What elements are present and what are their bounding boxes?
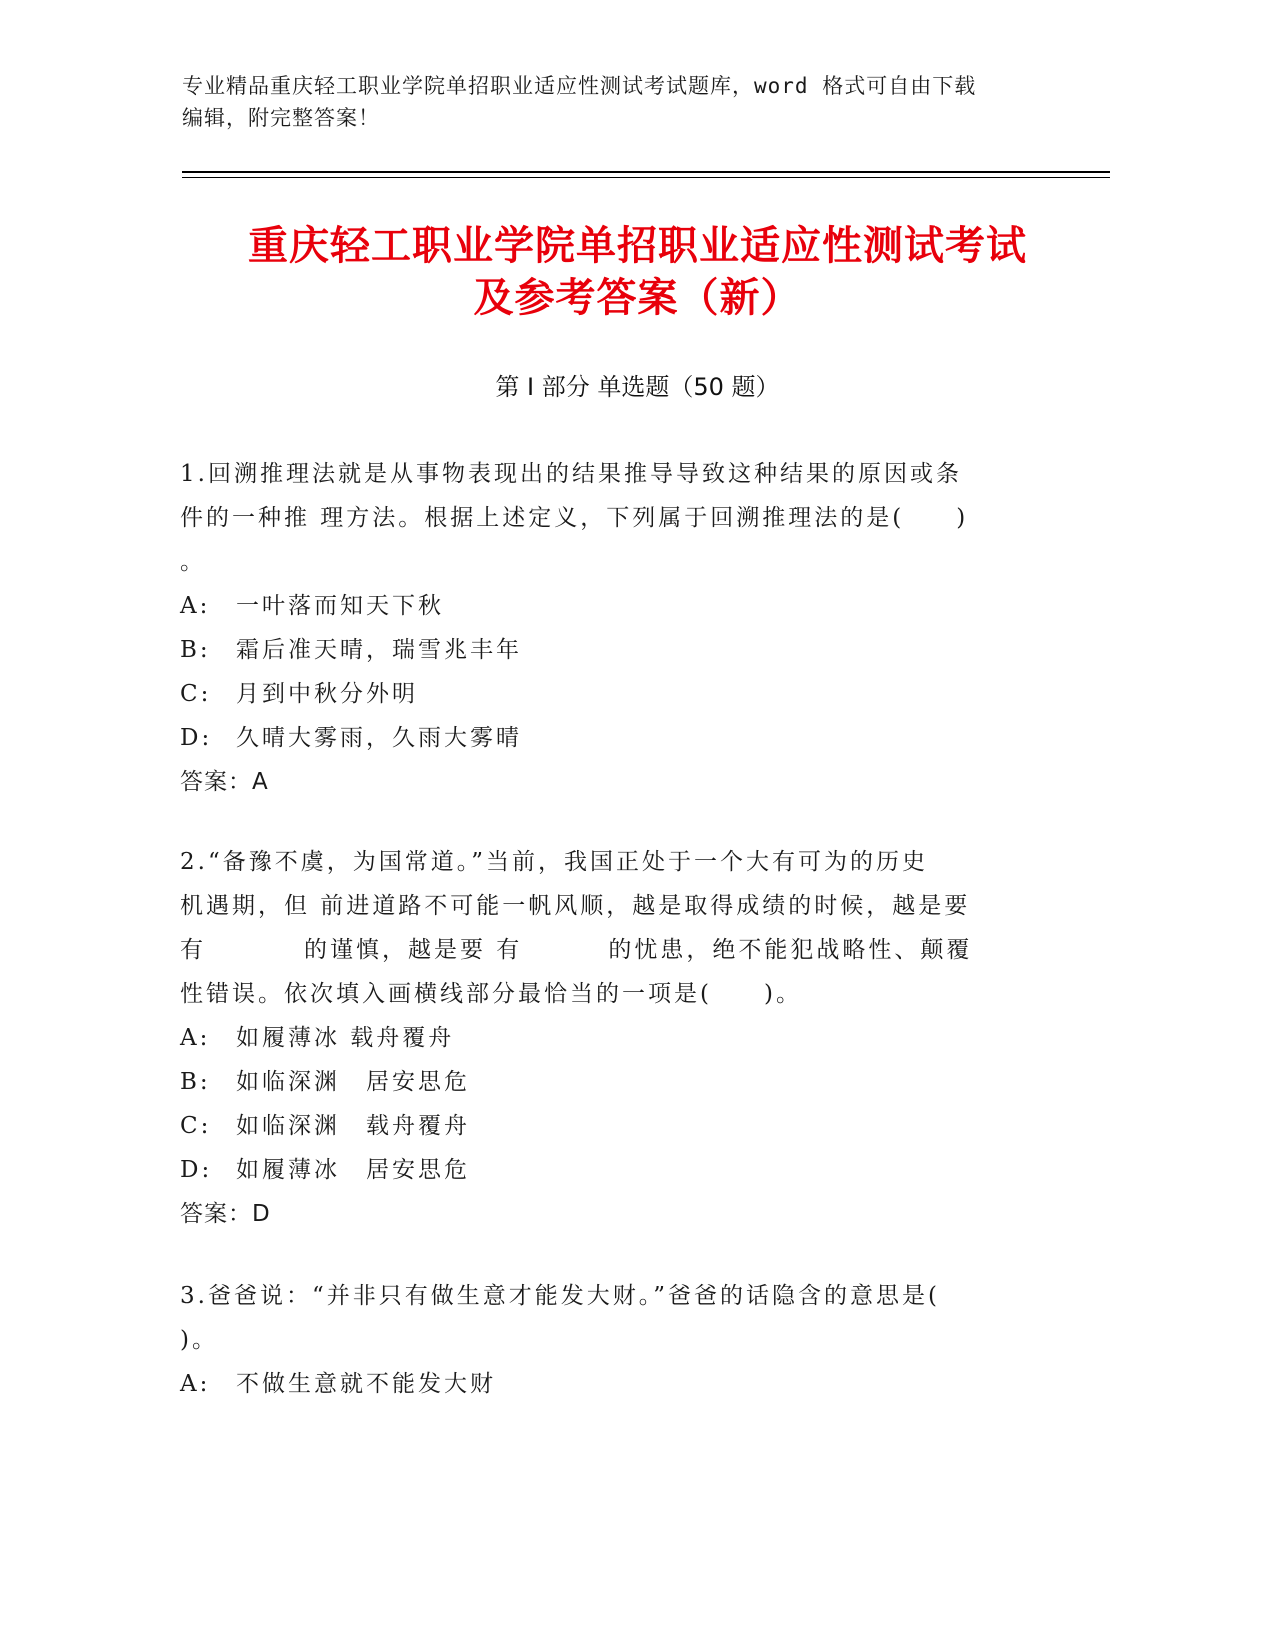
question-stem-line	[180, 928, 1040, 972]
option-a	[180, 1362, 1040, 1406]
document-title	[150, 220, 1125, 324]
option-a	[180, 584, 1040, 628]
question-2	[180, 840, 1040, 1274]
option-c	[180, 1104, 1040, 1148]
stem-fragment: 有	[180, 937, 206, 963]
option-key: D:	[180, 725, 213, 751]
option-key: D:	[180, 1157, 213, 1183]
option-b	[180, 628, 1040, 672]
option-key: C:	[180, 681, 212, 707]
option-d	[180, 716, 1040, 760]
option-key: B:	[180, 1069, 211, 1095]
option-text: 霜后准天晴，瑞雪兆丰年	[236, 637, 522, 663]
section-title: 第 I 部分 单选题（50 题）	[495, 373, 780, 401]
option-text: 如履薄冰 居安思危	[236, 1157, 470, 1183]
option-d	[180, 1148, 1040, 1192]
option-b	[180, 1060, 1040, 1104]
option-key: C:	[180, 1113, 212, 1139]
question-stem-line: 件的一种推 理方法。根据上述定义，下列属于回溯推理法的是( )	[180, 505, 969, 531]
stem-fragment: 的忧患，绝不能犯战略性、颠覆	[608, 937, 973, 963]
option-c	[180, 672, 1040, 716]
document-title-line2: 及参考答案（新）	[473, 275, 802, 321]
question-stem-line: 。	[180, 549, 206, 575]
option-text: 一叶落而知天下秋	[236, 593, 444, 619]
option-key: A:	[180, 1025, 211, 1051]
option-a	[180, 1016, 1040, 1060]
option-text: 久晴大雾雨，久雨大雾晴	[236, 725, 522, 751]
header-divider-thin	[182, 177, 1110, 178]
answer-line: 答案：A	[180, 769, 269, 795]
option-text: 如履薄冰 载舟覆舟	[236, 1025, 455, 1051]
question-1	[180, 452, 1040, 840]
option-text: 不做生意就不能发大财	[236, 1371, 496, 1397]
stem-fragment: 的谨慎，越是要 有	[304, 937, 523, 963]
question-list	[180, 452, 1040, 1406]
question-stem-line: )。	[180, 1327, 218, 1353]
document-title-line1: 重庆轻工职业学院单招职业适应性测试考试	[248, 223, 1027, 269]
question-stem-line: 机遇期，但 前进道路不可能一帆风顺，越是取得成绩的时候，越是要	[180, 893, 971, 919]
option-text: 如临深渊 居安思危	[236, 1069, 470, 1095]
option-text: 月到中秋分外明	[236, 681, 418, 707]
header-note-line1: 专业精品重庆轻工职业学院单招职业适应性测试考试题库，word 格式可自由下载	[182, 74, 977, 98]
option-key: A:	[180, 1371, 211, 1397]
header-divider-thick	[182, 171, 1110, 173]
question-stem-line: 性错误。依次填入画横线部分最恰当的一项是( )。	[180, 981, 802, 1007]
answer-line: 答案：D	[180, 1201, 271, 1227]
header-note-line2: 编辑，附完整答案！	[182, 106, 380, 130]
question-stem-line: 1.回溯推理法就是从事物表现出的结果推导导致这种结果的原因或条	[180, 461, 962, 487]
option-text: 如临深渊 载舟覆舟	[236, 1113, 470, 1139]
option-key: B:	[180, 637, 211, 663]
question-3	[180, 1274, 1040, 1406]
option-key: A:	[180, 593, 211, 619]
header-note	[182, 70, 1042, 134]
question-stem-line: 3.爸爸说：“并非只有做生意才能发大财。”爸爸的话隐含的意思是(	[180, 1283, 940, 1309]
question-stem-line: 2.“备豫不虞，为国常道。”当前，我国正处于一个大有可为的历史	[180, 849, 928, 875]
